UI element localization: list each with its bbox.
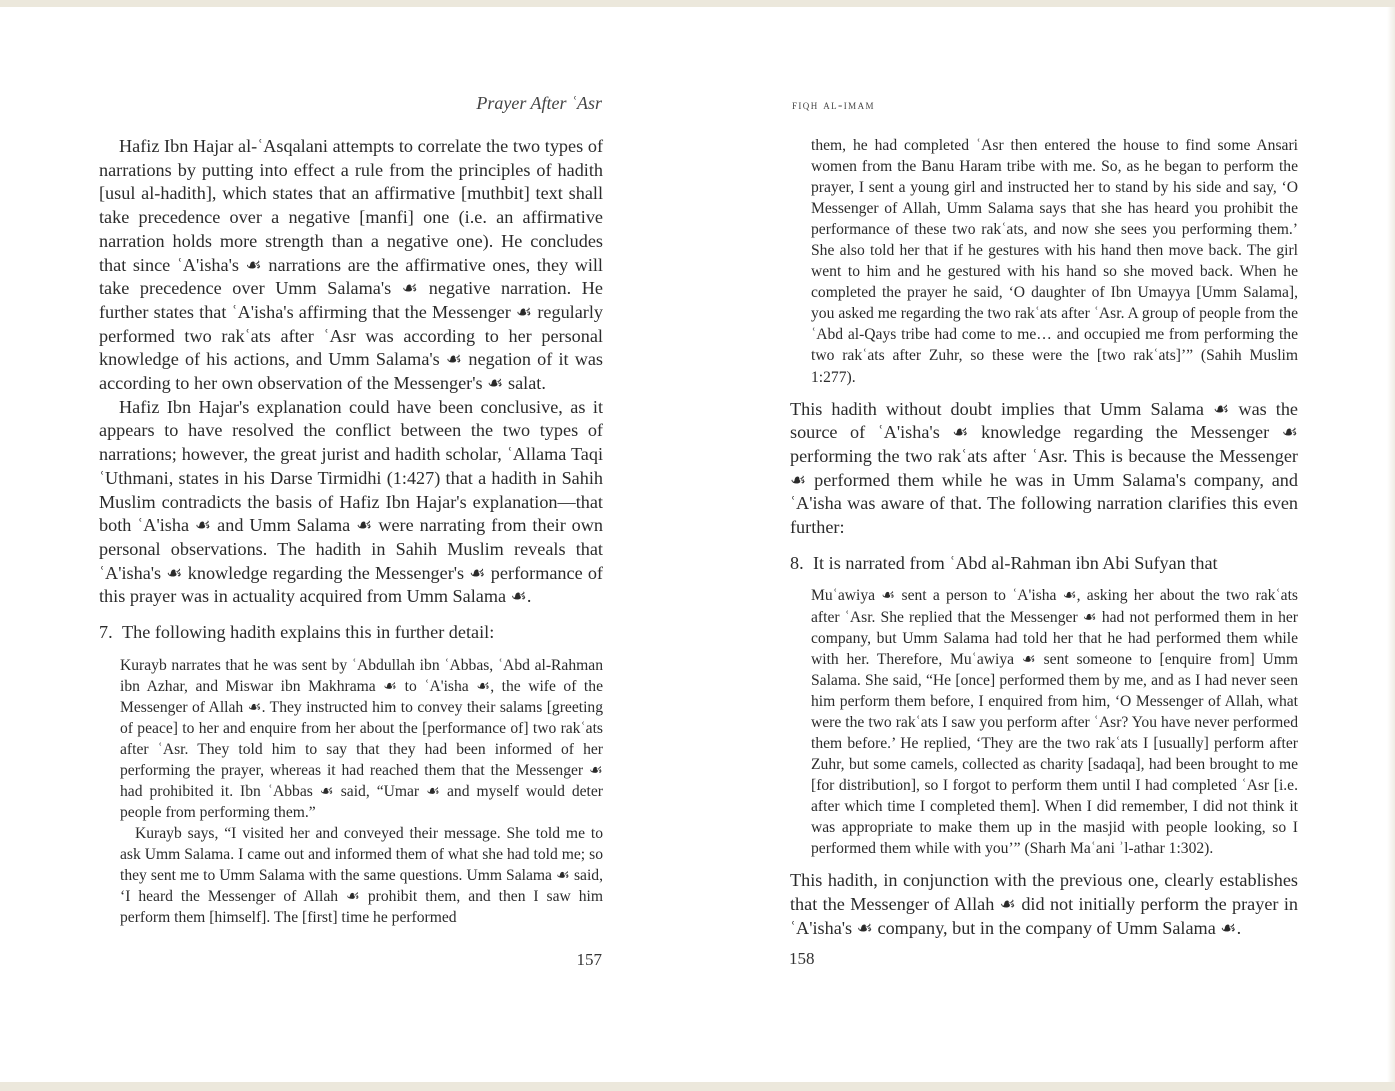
page-number: 158 bbox=[789, 949, 815, 968]
left-page bbox=[0, 7, 697, 1082]
quote-paragraph: Kurayb says, “I visited her and conveyed their message. She told me to ask Umm Salama. I came out and informed them of what she had told me; so they sent me to Umm Salama with the same questions. Umm Salama ☙ said, ‘I heard the Messenger of Allah ☙ prohibit them, and then I saw him perform them [himself]. The [first] time he performed bbox=[120, 825, 603, 927]
paragraph: Hafiz Ibn Hajar's explanation could have been conclusive, as it appears to have resolved the conflict between the two types of narrations; however, the great jurist and hadith scholar, ʿAllama Taqi ʿUthmani, states in his Darse Tirmidhi (1:427) that a hadith in Sahih Muslim contradicts the basis of Hafiz Ibn Hajar's explanation—that both ʿA'isha ☙ and Umm Salama ☙ were narrating from their own personal observations. The hadith in Sahih Muslim reveals that ʿA'isha's ☙ knowledge regarding the Messenger's ☙ performance of this prayer was in actuality acquired from Umm Salama ☙. bbox=[99, 396, 603, 607]
running-head: fiqh al-imam bbox=[792, 97, 875, 112]
main-text bbox=[790, 869, 1298, 940]
quote-paragraph: Muʿawiya ☙ sent a person to ʿA'isha ☙, asking her about the two rakʿats after ʿAsr. She replied that the Messenger ☙ had not performed them in her company, but Umm Salama had told her that he had performed them while with her. Therefore, Muʿawiya ☙ sent someone to [enquire from] Umm Salama. She said, “He [once] performed them by me, and as I had never seen him perform them before, I enquired from him, ‘O Messenger of Allah, what were the two rakʿats I saw you perform after ʿAsr? You have never performed them before.’ He replied, ‘They are the two rakʿats I [usually] perform after Zuhr, but some camels, collected as charity [sadaqa], had been brought to me [for distribution], so I forgot to perform them until I had completed ʿAsr [i.e. after which time I completed them]. When I did remember, I did not think it was appropriate to make them up in the masjid with people looking, so I performed them while with you’” (Sharh Maʿani ʾl-athar 1:302). bbox=[811, 587, 1298, 858]
numbered-item bbox=[790, 552, 1298, 576]
paragraph: Hafiz Ibn Hajar al-ʿAsqalani attempts to correlate the two types of narrations by putting into effect a rule from the principles of hadith [usul al-hadith], which states that an affirmative [muthbit] text shall take precedence over a negative [manfi] one (i.e. an affirmative narration holds more strength than a negative one). He concludes that since ʿA'isha's ☙ narrations are the affirmative ones, they will take precedence over Umm Salama's ☙ negative narration. He further states that ʿA'isha's affirming that the Messenger ☙ regularly performed two rakʿats after ʿAsr was according to her personal knowledge of his actions, and Umm Salama's ☙ negation of it was according to her own observation of the Messenger's ☙ salat. bbox=[99, 136, 603, 394]
running-head: Prayer After ʿAsr bbox=[476, 93, 602, 113]
book-spread bbox=[0, 7, 1395, 1082]
numbered-item bbox=[99, 621, 603, 645]
main-text bbox=[99, 135, 603, 609]
item-text: It is narrated from ʿAbd al-Rahman ibn Abi Sufyan that bbox=[813, 552, 1218, 573]
quote-paragraph: Kurayb narrates that he was sent by ʿAbdullah ibn ʿAbbas, ʿAbd al-Rahman ibn Azhar, and Miswar ibn Makhrama ☙ to ʿA'isha ☙, the wife of the Messenger of Allah ☙. They instructed him to convey their salams [greeting of peace] to her and enquire from her about the [performance of] two rakʿats after ʿAsr. They told him to say that they had been informed of her performing the prayer, whereas it had reached them that the Messenger ☙ had prohibited it. Ibn ʿAbbas ☙ said, “Umar ☙ and myself would deter people from performing them.” bbox=[120, 656, 603, 822]
item-text: The following hadith explains this in further detail: bbox=[122, 622, 495, 643]
page-body bbox=[790, 135, 1298, 940]
page-number: 157 bbox=[576, 950, 602, 969]
right-page bbox=[697, 7, 1395, 1082]
item-number: 7. bbox=[99, 622, 113, 643]
main-text bbox=[790, 398, 1298, 540]
page-body bbox=[99, 135, 603, 928]
block-quote bbox=[120, 655, 603, 929]
quote-paragraph: them, he had completed ʿAsr then entered the house to find some Ansari women from the Banu Haram tribe with me. So, as he began to perform the prayer, I sent a young girl and instructed her to stand by his side and say, ‘O Messenger of Allah, Umm Salama says that she has heard you prohibit the performance of these two rakʿats, and now she sees you performing them.’ She also told her that if he gestures with his hand then move back. The girl went to him and he gestured with his hand so she moved back. When he completed the prayer he said, ‘O daughter of Ibn Umayya [Umm Salama], you asked me regarding the two rakʿats after ʿAsr. A group of people from the ʿAbd al-Qays tribe had come to me… and occupied me from performing the two rakʿats after Zuhr, so these were the [two rakʿats]’” (Sahih Muslim 1:277). bbox=[811, 137, 1298, 386]
paragraph: This hadith, in conjunction with the previous one, clearly establishes that the Messenger of Allah ☙ did not initially perform the prayer in ʿA'isha's ☙ company, but in the company of Umm Salama ☙. bbox=[790, 870, 1298, 938]
block-quote bbox=[811, 135, 1298, 388]
item-number: 8. bbox=[790, 552, 804, 573]
block-quote bbox=[811, 585, 1298, 859]
paragraph: This hadith without doubt implies that Umm Salama ☙ was the source of ʿA'isha's ☙ knowledge regarding the Messenger ☙ performing the two rakʿats after ʿAsr. This is because the Messenger ☙ performed them while he was in Umm Salama's company, and ʿA'isha was aware of that. The following narration clarifies this even further: bbox=[790, 398, 1298, 538]
